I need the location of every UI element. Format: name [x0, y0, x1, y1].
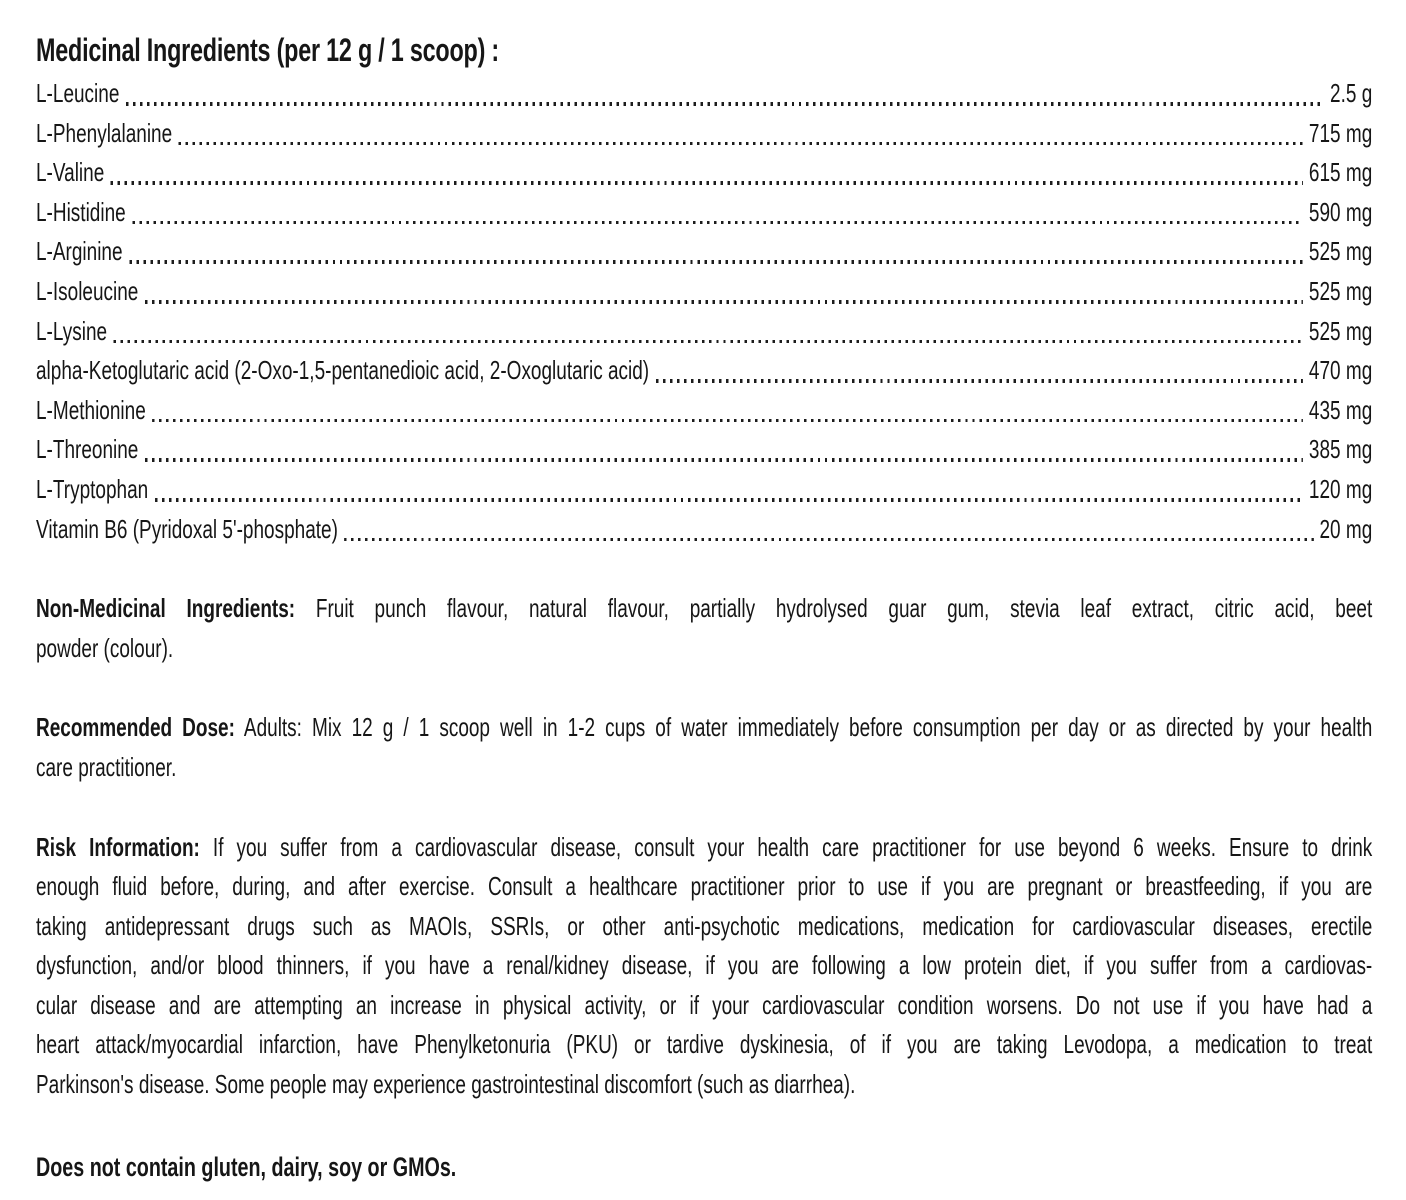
- ingredient-row: [36, 312, 1372, 352]
- ingredient-name: L-Methionine: [36, 394, 146, 425]
- ingredient-amount: 590 mg: [1308, 196, 1373, 227]
- dot-leader: [129, 260, 1303, 264]
- paragraph-line: Risk Information: If you suffer from a cardiovascular disease, consult your health care practitioner for use beyond 6 weeks. Ensure to drink: [36, 831, 1373, 862]
- ingredient-row: [36, 272, 1372, 312]
- dot-leader: [111, 181, 1303, 185]
- paragraph-line: dysfunction, and/or blood thinners, if you have a renal/kidney disease, if you are following a low protein diet, if you suffer from a cardiovas-: [36, 950, 1373, 981]
- ingredient-name: L-Arginine: [36, 236, 123, 267]
- dot-leader: [145, 458, 1303, 462]
- paragraph-line: heart attack/myocardial infarction, have Phenylketonuria (PKU) or tardive dyskinesia, of if you are taking Levodopa, a medication to treat: [36, 1029, 1373, 1060]
- ingredient-amount: 120 mg: [1308, 473, 1373, 504]
- medicinal-ingredients-heading: Medicinal Ingredients (per 12 g / 1 scoop) :: [36, 32, 499, 68]
- dot-leader: [155, 498, 1303, 502]
- ingredient-amount: 20 mg: [1319, 513, 1373, 544]
- paragraph-line: enough fluid before, during, and after exercise. Consult a healthcare practitioner prior to use if you are pregnant or breastfeeding, if you are: [36, 871, 1373, 902]
- non-medicinal-ingredients-paragraph: [36, 589, 1372, 668]
- ingredient-amount: 525 mg: [1308, 236, 1373, 267]
- dot-leader: [152, 419, 1303, 423]
- ingredient-row: [36, 114, 1372, 154]
- ingredient-row: [36, 232, 1372, 272]
- ingredient-name: L-Phenylalanine: [36, 117, 173, 148]
- ingredient-row: [36, 153, 1372, 193]
- paragraph-line: care practitioner.: [36, 751, 177, 782]
- ingredient-row: [36, 510, 1372, 550]
- dot-leader: [344, 538, 1313, 542]
- ingredient-name: L-Isoleucine: [36, 275, 139, 306]
- ingredient-amount: 385 mg: [1308, 434, 1373, 465]
- dot-leader: [114, 340, 1303, 344]
- ingredient-amount: 715 mg: [1308, 117, 1373, 148]
- dot-leader: [656, 379, 1303, 383]
- paragraph-line: Non-Medicinal Ingredients: Fruit punch flavour, natural flavour, partially hydrolysed guar gum, stevia leaf extract, citric acid, beet: [36, 593, 1373, 624]
- ingredient-amount: 470 mg: [1308, 355, 1373, 386]
- ingredient-name: L-Threonine: [36, 434, 139, 465]
- info-paragraphs: [36, 589, 1372, 1105]
- risk-information-label: Risk Information:: [36, 831, 200, 862]
- non-medicinal-ingredients-label: Non-Medicinal Ingredients:: [36, 593, 296, 624]
- risk-information-paragraph: [36, 828, 1372, 1105]
- ingredient-row: [36, 430, 1372, 470]
- paragraph-line: Parkinson's disease. Some people may experience gastrointestinal discomfort (such as diarrhea).: [36, 1069, 856, 1100]
- ingredient-row: [36, 351, 1372, 391]
- ingredient-name: L-Valine: [36, 157, 105, 188]
- ingredient-name: L-Histidine: [36, 196, 126, 227]
- ingredient-row: [36, 470, 1372, 510]
- ingredient-amount: 615 mg: [1308, 157, 1373, 188]
- ingredient-name: L-Lysine: [36, 315, 108, 346]
- dot-leader: [179, 142, 1303, 146]
- ingredient-name: L-Tryptophan: [36, 473, 149, 504]
- recommended-dose-paragraph: [36, 708, 1372, 787]
- supplement-label-document: [36, 26, 1372, 1187]
- recommended-dose-label: Recommended Dose:: [36, 712, 235, 743]
- ingredient-amount: 2.5 g: [1330, 78, 1373, 108]
- ingredient-row: [36, 391, 1372, 431]
- ingredient-amount: 525 mg: [1308, 315, 1373, 346]
- ingredient-name: L-Leucine: [36, 78, 120, 108]
- ingredient-row: [36, 193, 1372, 233]
- ingredient-row: [36, 74, 1372, 114]
- paragraph-line: cular disease and are attempting an increase in physical activity, or if your cardiovascular condition worsens. Do not use if you have had a: [36, 989, 1373, 1020]
- ingredient-amount: 525 mg: [1308, 275, 1373, 306]
- paragraph-line: powder (colour).: [36, 632, 174, 663]
- ingredient-list: [36, 74, 1372, 549]
- dot-leader: [145, 300, 1303, 304]
- ingredient-name: Vitamin B6 (Pyridoxal 5'-phosphate): [36, 513, 338, 544]
- dot-leader: [132, 221, 1303, 225]
- paragraph-line: Recommended Dose: Adults: Mix 12 g / 1 scoop well in 1-2 cups of water immediately before consumption per day or as directed by your health: [36, 712, 1373, 743]
- allergen-statement: Does not contain gluten, dairy, soy or GMOs.: [36, 1151, 457, 1182]
- dot-leader: [126, 102, 1324, 106]
- paragraph-line: taking antidepressant drugs such as MAOIs, SSRIs, or other anti-psychotic medications, medication for cardiovascular diseases, erectile: [36, 910, 1373, 941]
- ingredient-name: alpha-Ketoglutaric acid (2-Oxo-1,5-pentanedioic acid, 2-Oxoglutaric acid): [36, 355, 650, 386]
- ingredient-amount: 435 mg: [1308, 394, 1373, 425]
